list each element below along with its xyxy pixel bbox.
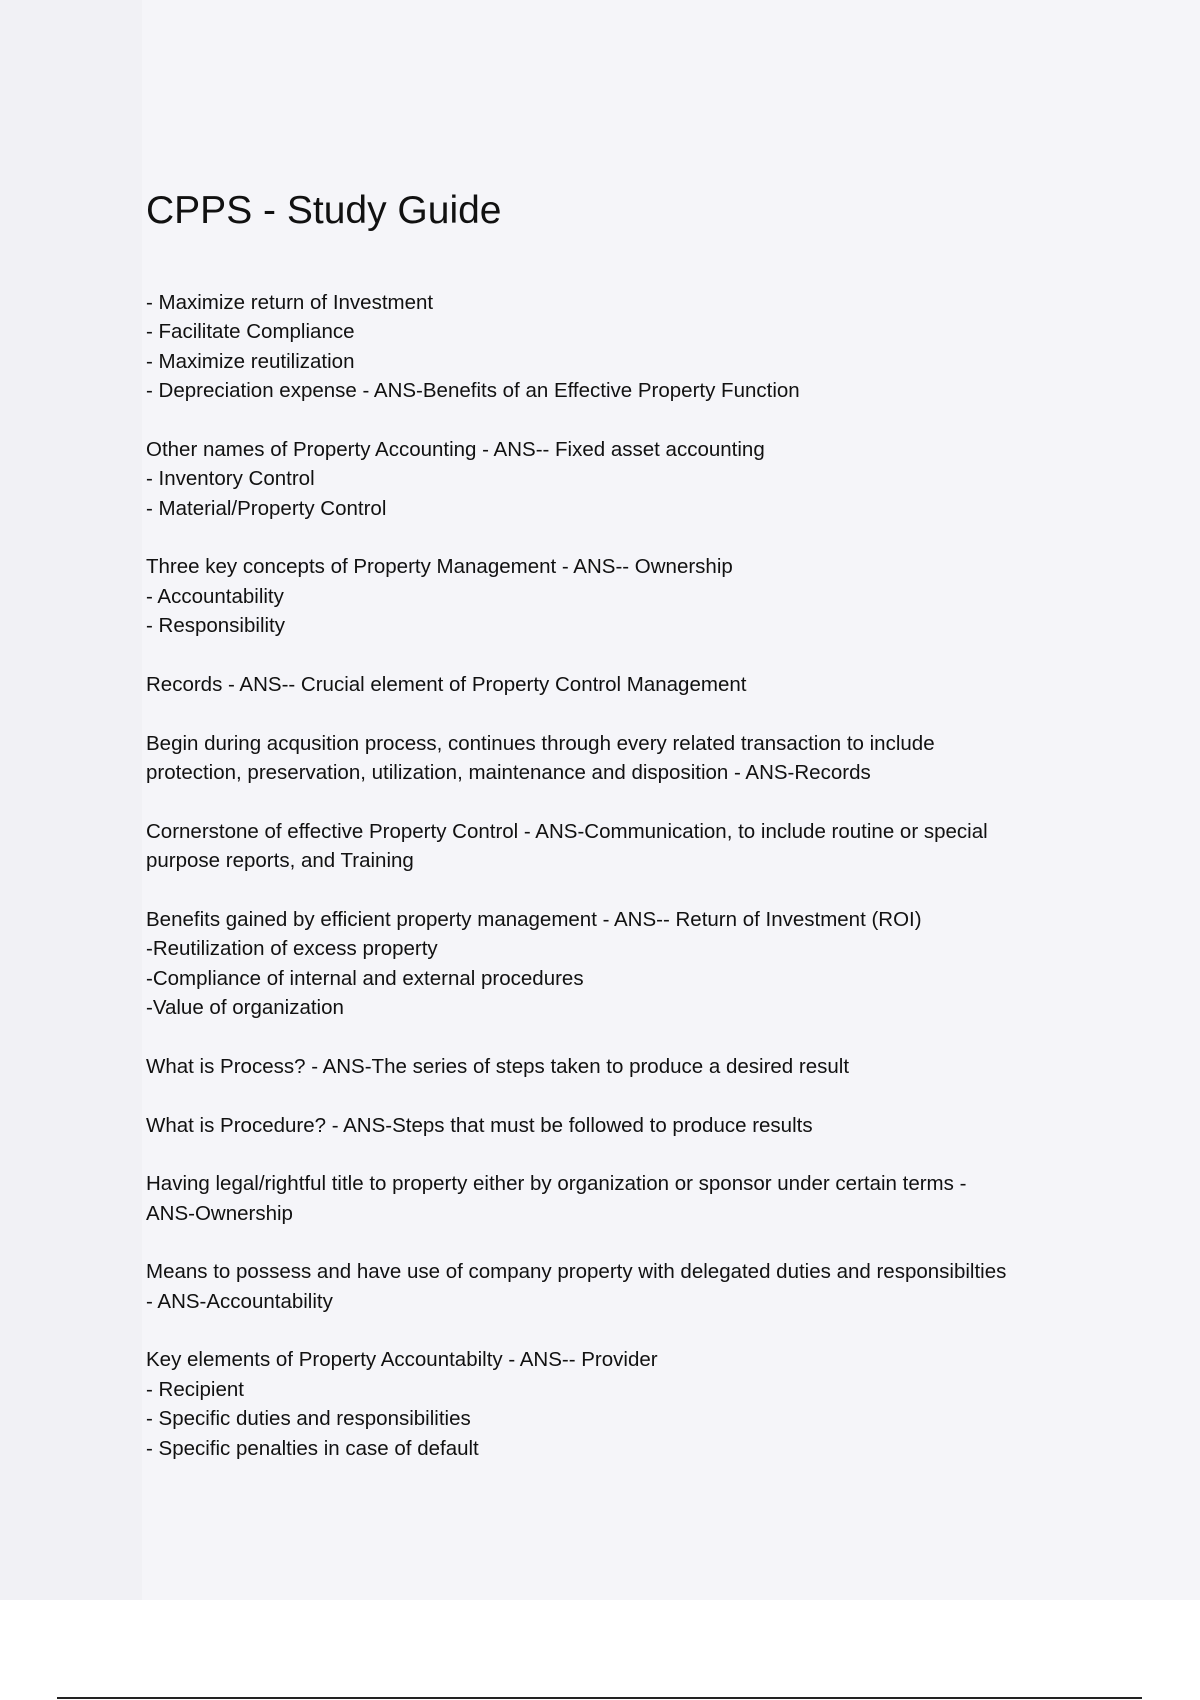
page-title: CPPS - Study Guide xyxy=(146,189,502,232)
qa-line: - Specific duties and responsibilities xyxy=(146,1407,471,1431)
qa-entry xyxy=(146,1169,1106,1228)
qa-line: - ANS-Accountability xyxy=(146,1289,333,1313)
qa-entry xyxy=(146,1345,1106,1463)
qa-line: -Compliance of internal and external procedures xyxy=(146,966,584,990)
qa-line: - Depreciation expense - ANS-Benefits of an Effective Property Function xyxy=(146,379,800,403)
qa-entry xyxy=(146,905,1106,1023)
qa-entry xyxy=(146,552,1106,640)
footer-divider xyxy=(57,1697,1142,1699)
qa-entry xyxy=(146,817,1106,876)
qa-line: What is Procedure? - ANS-Steps that must be followed to produce results xyxy=(146,1113,813,1137)
page-margin-band xyxy=(0,0,142,1600)
qa-line: - Responsibility xyxy=(146,614,285,638)
qa-line: - Material/Property Control xyxy=(146,496,387,520)
qa-entry xyxy=(146,1111,1106,1140)
qa-line: - Specific penalties in case of default xyxy=(146,1436,479,1460)
qa-line: Other names of Property Accounting - ANS-- Fixed asset accounting xyxy=(146,437,765,461)
qa-line: - Accountability xyxy=(146,584,284,608)
qa-line: Having legal/rightful title to property either by organization or sponsor under certain terms - xyxy=(146,1172,967,1196)
qa-entry xyxy=(146,670,1106,699)
qa-line: - Maximize reutilization xyxy=(146,349,355,373)
qa-line: Records - ANS-- Crucial element of Property Control Management xyxy=(146,672,747,696)
qa-line: protection, preservation, utilization, maintenance and disposition - ANS-Records xyxy=(146,761,871,785)
qa-line: Three key concepts of Property Management - ANS-- Ownership xyxy=(146,555,733,579)
qa-entry xyxy=(146,729,1106,788)
qa-line: Means to possess and have use of company property with delegated duties and responsibilties xyxy=(146,1260,1007,1284)
qa-line: - Maximize return of Investment xyxy=(146,291,434,314)
qa-line: ANS-Ownership xyxy=(146,1201,293,1225)
qa-line: Key elements of Property Accountabilty - ANS-- Provider xyxy=(146,1348,658,1372)
qa-line: - Inventory Control xyxy=(146,467,315,491)
qa-line: -Value of organization xyxy=(146,996,344,1020)
qa-entry xyxy=(146,288,1106,406)
qa-entry xyxy=(146,435,1106,523)
qa-line: -Reutilization of excess property xyxy=(146,937,438,961)
qa-line: Benefits gained by efficient property management - ANS-- Return of Investment (ROI) xyxy=(146,907,922,931)
qa-line: purpose reports, and Training xyxy=(146,849,414,873)
qa-line: - Facilitate Compliance xyxy=(146,320,355,344)
document-content xyxy=(146,183,1106,1492)
qa-entry xyxy=(146,1052,1106,1081)
qa-line: What is Process? - ANS-The series of steps taken to produce a desired result xyxy=(146,1054,850,1078)
qa-entry xyxy=(146,1257,1106,1316)
qa-list xyxy=(146,288,1106,1463)
qa-line: Begin during acqusition process, continues through every related transaction to include xyxy=(146,731,935,755)
qa-line: - Recipient xyxy=(146,1377,244,1401)
qa-line: Cornerstone of effective Property Control - ANS-Communication, to include routine or special xyxy=(146,819,988,843)
